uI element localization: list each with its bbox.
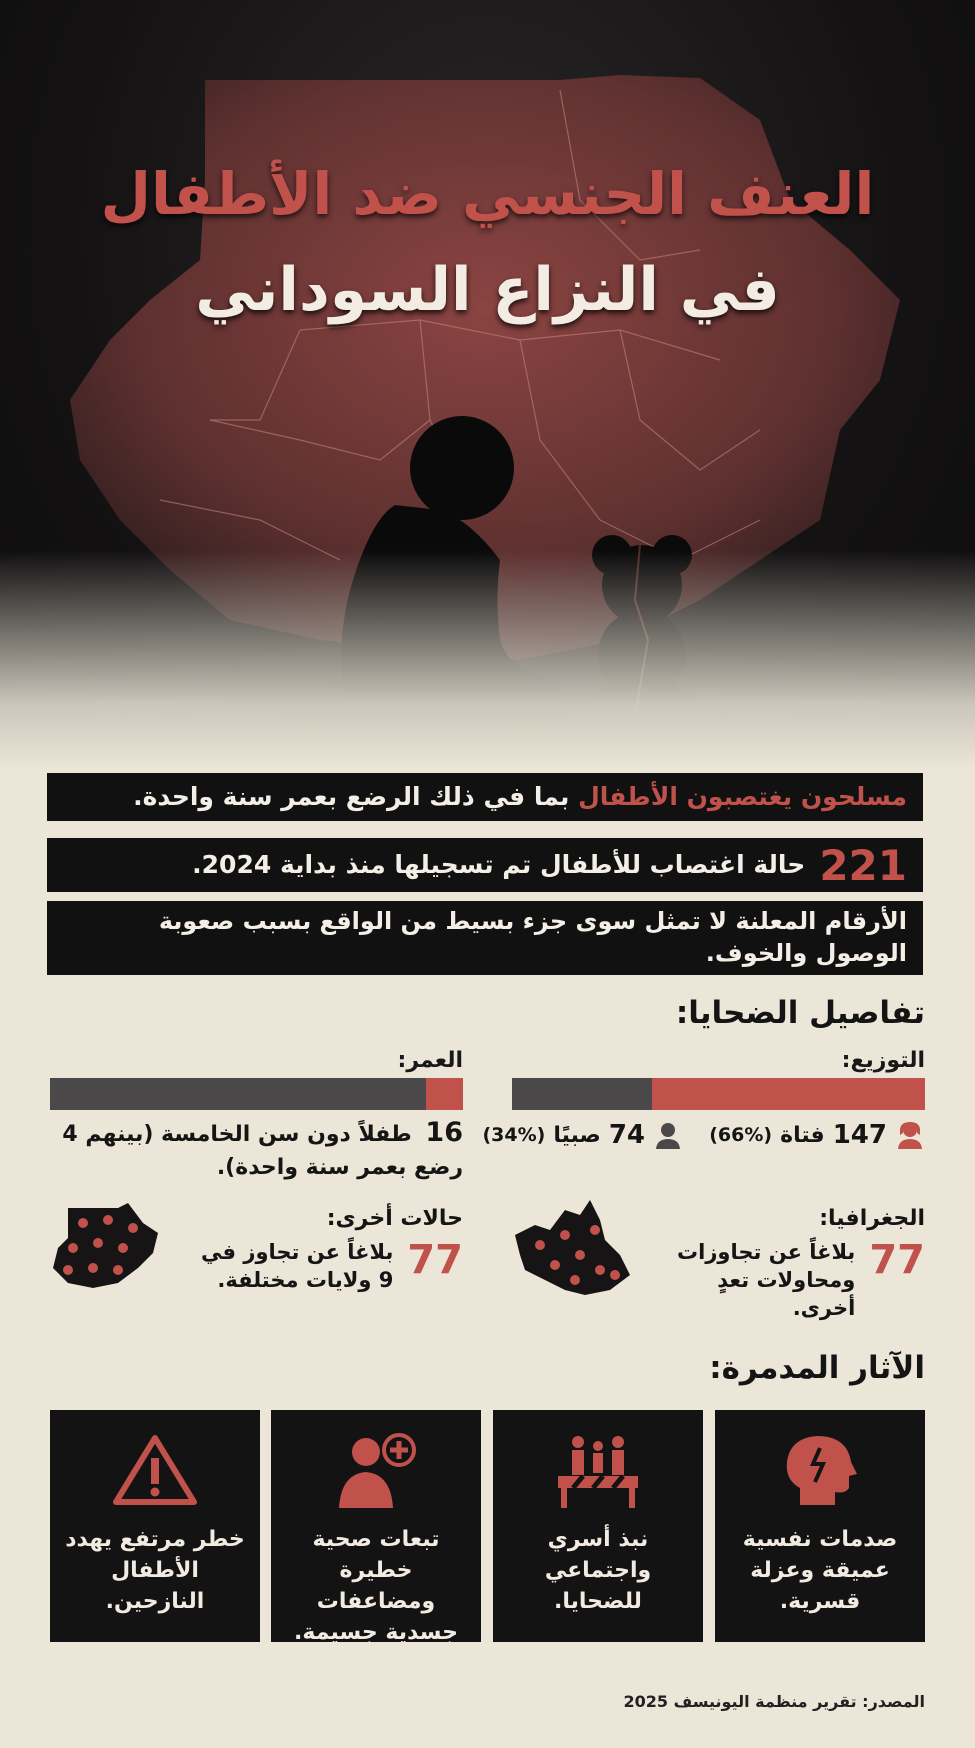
hero-section: [0, 0, 975, 770]
family-barrier-icon: [553, 1430, 643, 1510]
distribution-label: التوزيع:: [841, 1048, 925, 1073]
headline-bar-underreporting: الأرقام المعلنة لا تمثل سوى جزء بسيط من الواقع بسبب صعوبة الوصول والخوف.: [47, 901, 923, 975]
south-sudan-map-icon: [510, 1195, 635, 1300]
boys-stat: [482, 1120, 683, 1150]
age-number: 16: [425, 1117, 463, 1148]
boys-number: 74: [608, 1120, 645, 1150]
headline-rest-text: بما في ذلك الرضع بعمر سنة واحدة.: [133, 782, 579, 811]
distribution-bar-girls-fill: [652, 1078, 925, 1110]
sudan-map-icon: [48, 1198, 163, 1298]
cases-number: 221: [819, 841, 907, 890]
title-line-2: في النزاع السوداني: [195, 255, 780, 325]
age-stat: [43, 1116, 463, 1184]
effect-card-psychological: [715, 1410, 925, 1642]
hero-fade-overlay: [0, 550, 975, 770]
title-line-1: العنف الجنسي ضد الأطفال: [100, 160, 875, 228]
headline-accent-text: مسلحون يغتصبون الأطفال: [578, 782, 907, 811]
age-bar-fill: [426, 1078, 463, 1110]
geography-label: الجغرافيا:: [819, 1206, 925, 1231]
effects-heading: الآثار المدمرة:: [709, 1350, 925, 1386]
other-cases-label: حالات أخرى:: [326, 1206, 463, 1231]
age-bar: [50, 1078, 463, 1110]
girls-number: 147: [832, 1120, 887, 1150]
other-cases-stat: [193, 1238, 463, 1294]
boy-icon: [653, 1120, 683, 1150]
age-label: العمر:: [397, 1048, 463, 1073]
girls-percent: (66%): [709, 1124, 773, 1146]
effect-text-risk: خطر مرتفع يهدد الأطفال النازحين.: [65, 1527, 245, 1614]
effect-text-family: نبذ أسري واجتماعي للضحايا.: [544, 1527, 652, 1614]
age-description: طفلاً دون سن الخامسة (بينهم 4 رضع بعمر سنة واحدة).: [62, 1122, 463, 1180]
headline-bar-cases: [47, 838, 923, 892]
effect-card-health: [271, 1410, 481, 1645]
effect-card-family: [493, 1410, 703, 1642]
effect-text-health: تبعات صحية خطيرة ومضاعفات جسدية جسيمة.: [294, 1527, 458, 1645]
victims-heading: تفاصيل الضحايا:: [675, 995, 925, 1031]
headline-bar-armed-men: [47, 773, 923, 821]
other-cases-text: بلاغاً عن تجاوز في 9 ولايات مختلفة.: [201, 1240, 394, 1292]
girls-text: فتاة: [780, 1122, 825, 1148]
geography-stat: [655, 1238, 925, 1322]
girls-stat: [709, 1120, 925, 1150]
effect-text-psychological: صدمات نفسية عميقة وعزلة قسرية.: [742, 1527, 898, 1614]
cases-text: حالة اغتصاب للأطفال تم تسجيلها منذ بداية 2024.: [192, 850, 806, 879]
boys-text: صبيًا: [553, 1122, 601, 1148]
effect-card-risk: [50, 1410, 260, 1642]
injured-person-icon: [331, 1430, 421, 1510]
boys-percent: (34%): [482, 1124, 546, 1146]
other-cases-number: 77: [407, 1237, 463, 1283]
geography-text: بلاغاً عن تجاوزات ومحاولات تعدٍ أخرى.: [677, 1240, 856, 1320]
warning-icon: [110, 1430, 200, 1510]
source-citation: المصدر: تقرير منظمة اليونيسف 2025: [623, 1692, 925, 1711]
geography-number: 77: [869, 1237, 925, 1283]
girl-icon: [895, 1120, 925, 1150]
head-trauma-icon: [775, 1430, 865, 1510]
distribution-bar: [512, 1078, 925, 1110]
